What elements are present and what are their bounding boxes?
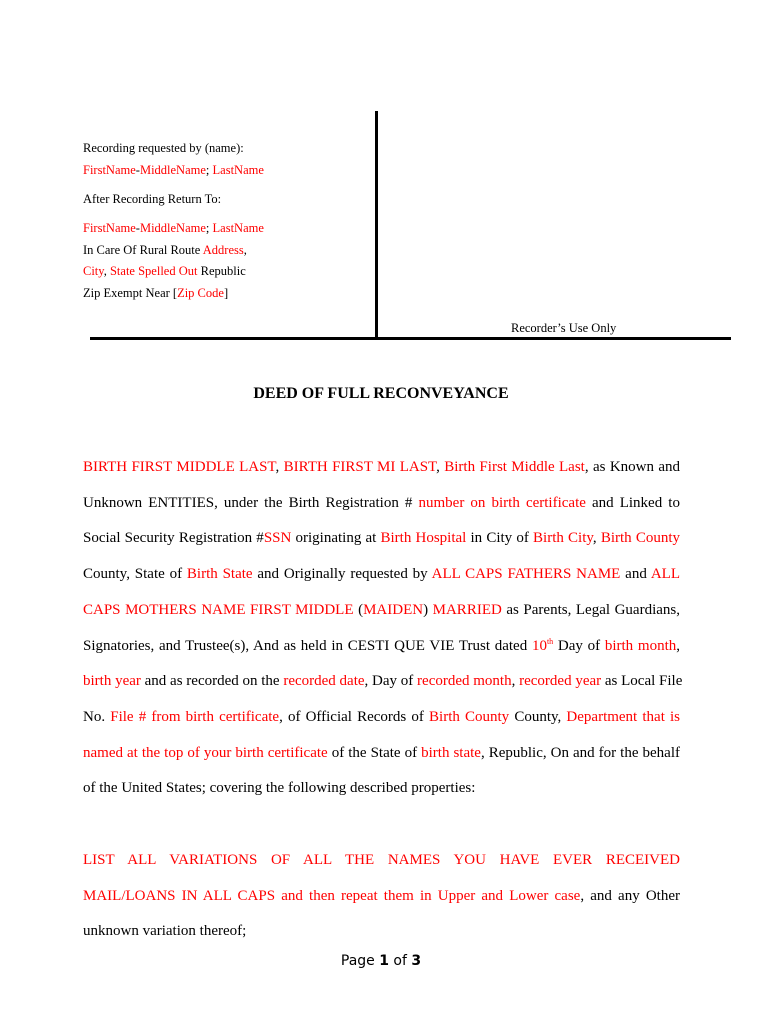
paragraph-line [83, 850, 680, 870]
separator: , [275, 459, 284, 475]
requester-dash: - [135, 163, 140, 177]
separator: , [592, 530, 601, 547]
paragraph-line [83, 457, 680, 477]
requester-last-name: LastName [212, 163, 264, 177]
paragraph-line [83, 493, 680, 513]
recorded-year: recorded year [519, 673, 602, 690]
list-variations-instruction: LIST ALL VARIATIONS OF ALL THE NAMES YOU HAVE EVER RECEIVED [83, 852, 680, 868]
address-prefix: In Care Of Rural Route [83, 243, 203, 257]
birth-state: Birth State [186, 566, 253, 583]
address-suffix: , [243, 243, 247, 257]
recorded-month: recorded month [417, 673, 512, 690]
recorded-date: recorded date [283, 673, 365, 690]
line-text: County, [509, 708, 567, 725]
paragraph-line [83, 564, 680, 584]
paragraph-line [83, 707, 680, 727]
birth-month: birth month [604, 637, 677, 654]
republic-text: Republic [197, 264, 246, 278]
birth-city: Birth City [533, 530, 593, 547]
paragraph-line [83, 778, 680, 798]
line-text: as Local File [601, 673, 683, 690]
line-text: and Linked to [585, 494, 680, 511]
paragraph-line [83, 886, 680, 906]
paragraph-line [83, 636, 680, 656]
birth-year: birth year [83, 673, 141, 690]
header-vertical-divider [375, 111, 378, 339]
header-horizontal-divider [90, 337, 731, 340]
birth-day [532, 638, 553, 654]
list-variations-instruction-2: MAIL/LOANS IN ALL CAPS and then repeat them in Upper and Lower case [83, 888, 581, 904]
paragraph-line [83, 921, 680, 941]
address-line [83, 243, 247, 257]
department-start: Department that is [566, 708, 680, 725]
paragraph-line [83, 528, 680, 548]
line-text: Signatories, and Trustee(s), And as held in CESTI QUE VIE Trust dated [83, 637, 532, 654]
line-text: and [620, 566, 651, 583]
return-to-text: After Recording Return To: [83, 192, 222, 206]
return-last-name: LastName [212, 221, 264, 235]
line-text: and Originally requested by [252, 566, 432, 583]
line-text: , Republic, On and for the behalf [480, 744, 680, 761]
return-to-label [83, 192, 221, 206]
department-name: named at the top of your birth certificate [83, 744, 328, 761]
paragraph-line [83, 671, 683, 691]
return-name [83, 221, 264, 235]
page-footer [0, 952, 762, 970]
current-page-number: 1 [379, 953, 389, 969]
birth-hospital: Birth Hospital [380, 530, 467, 547]
fathers-name: ALL CAPS FATHERS NAME [431, 566, 621, 583]
state-placeholder: State Spelled Out [109, 264, 198, 278]
requester-semicolon: ; [205, 163, 213, 177]
requester-middle-name: MiddleName [139, 163, 206, 177]
line-text: Social Security Registration # [83, 530, 264, 547]
recording-requested-label [83, 141, 244, 155]
separator: , [436, 459, 445, 475]
recorders-use-only-label: Recorder’s Use Only [511, 321, 617, 335]
return-semicolon: ; [205, 221, 213, 235]
birth-name-title-case: Birth First Middle Last [444, 459, 585, 475]
line-text: , of Official Records of [279, 708, 430, 725]
birth-county-2: Birth County [429, 708, 510, 725]
city-placeholder: City [83, 264, 104, 278]
line-text: , as Known and [584, 459, 681, 475]
page-word: Page [340, 953, 380, 969]
line-text: , and any Other [580, 888, 680, 904]
document-title: DEED OF FULL RECONVEYANCE [253, 385, 509, 402]
requester-first-name: FirstName [83, 163, 136, 177]
of-word: of [388, 953, 412, 969]
separator: ( [353, 601, 364, 618]
recording-requested-text: Recording requested by (name): [83, 141, 244, 155]
line-text: as Parents, Legal Guardians, [501, 601, 681, 618]
birth-county: Birth County [600, 530, 681, 547]
file-number: File # from birth certificate [110, 708, 280, 725]
birth-day-number: 10 [531, 637, 547, 654]
line-text: originating at [291, 530, 381, 547]
paragraph-line [83, 743, 680, 763]
line-text: Unknown ENTITIES, under the Birth Registration # [83, 494, 419, 511]
line-text: No. [83, 708, 111, 725]
birth-name-caps: BIRTH FIRST MIDDLE LAST [83, 459, 276, 475]
zip-line [83, 286, 228, 300]
line-text: County, State of [83, 566, 187, 583]
paragraph-line [83, 600, 680, 620]
separator: , [511, 673, 520, 690]
birth-certificate-number: number on birth certificate [418, 494, 586, 511]
requester-name [83, 163, 264, 177]
zip-suffix: ] [223, 286, 229, 300]
birth-name-mi-caps: BIRTH FIRST MI LAST [283, 459, 437, 475]
mothers-name-start: ALL [650, 566, 680, 583]
line-text: , Day of [364, 673, 418, 690]
total-pages-number: 3 [411, 953, 422, 969]
zip-placeholder: Zip Code [177, 286, 224, 300]
line-text: of the State of [327, 744, 422, 761]
ordinal-suffix: th [546, 636, 554, 646]
city-comma: , [103, 264, 110, 278]
zip-prefix: Zip Exempt Near [ [83, 286, 178, 300]
address-placeholder: Address [202, 243, 244, 257]
maiden-label: MAIDEN [363, 601, 424, 618]
separator: , [676, 637, 680, 654]
ssn-placeholder: SSN [263, 530, 292, 547]
return-first-name: FirstName [83, 221, 136, 235]
line-text: in City of [466, 530, 534, 547]
mothers-name: CAPS MOTHERS NAME FIRST MIDDLE [83, 601, 354, 618]
line-text: and as recorded on the [140, 673, 284, 690]
return-middle-name: MiddleName [139, 221, 206, 235]
line-text: Day of [553, 637, 605, 654]
birth-state-2: birth state [421, 744, 481, 761]
line-text: of the United States; covering the following described properties: [83, 780, 476, 797]
married-label: MARRIED [432, 601, 502, 618]
city-state-line [83, 264, 246, 278]
separator: ) [423, 601, 433, 618]
line-text: unknown variation thereof; [83, 923, 247, 939]
return-dash: - [135, 221, 140, 235]
